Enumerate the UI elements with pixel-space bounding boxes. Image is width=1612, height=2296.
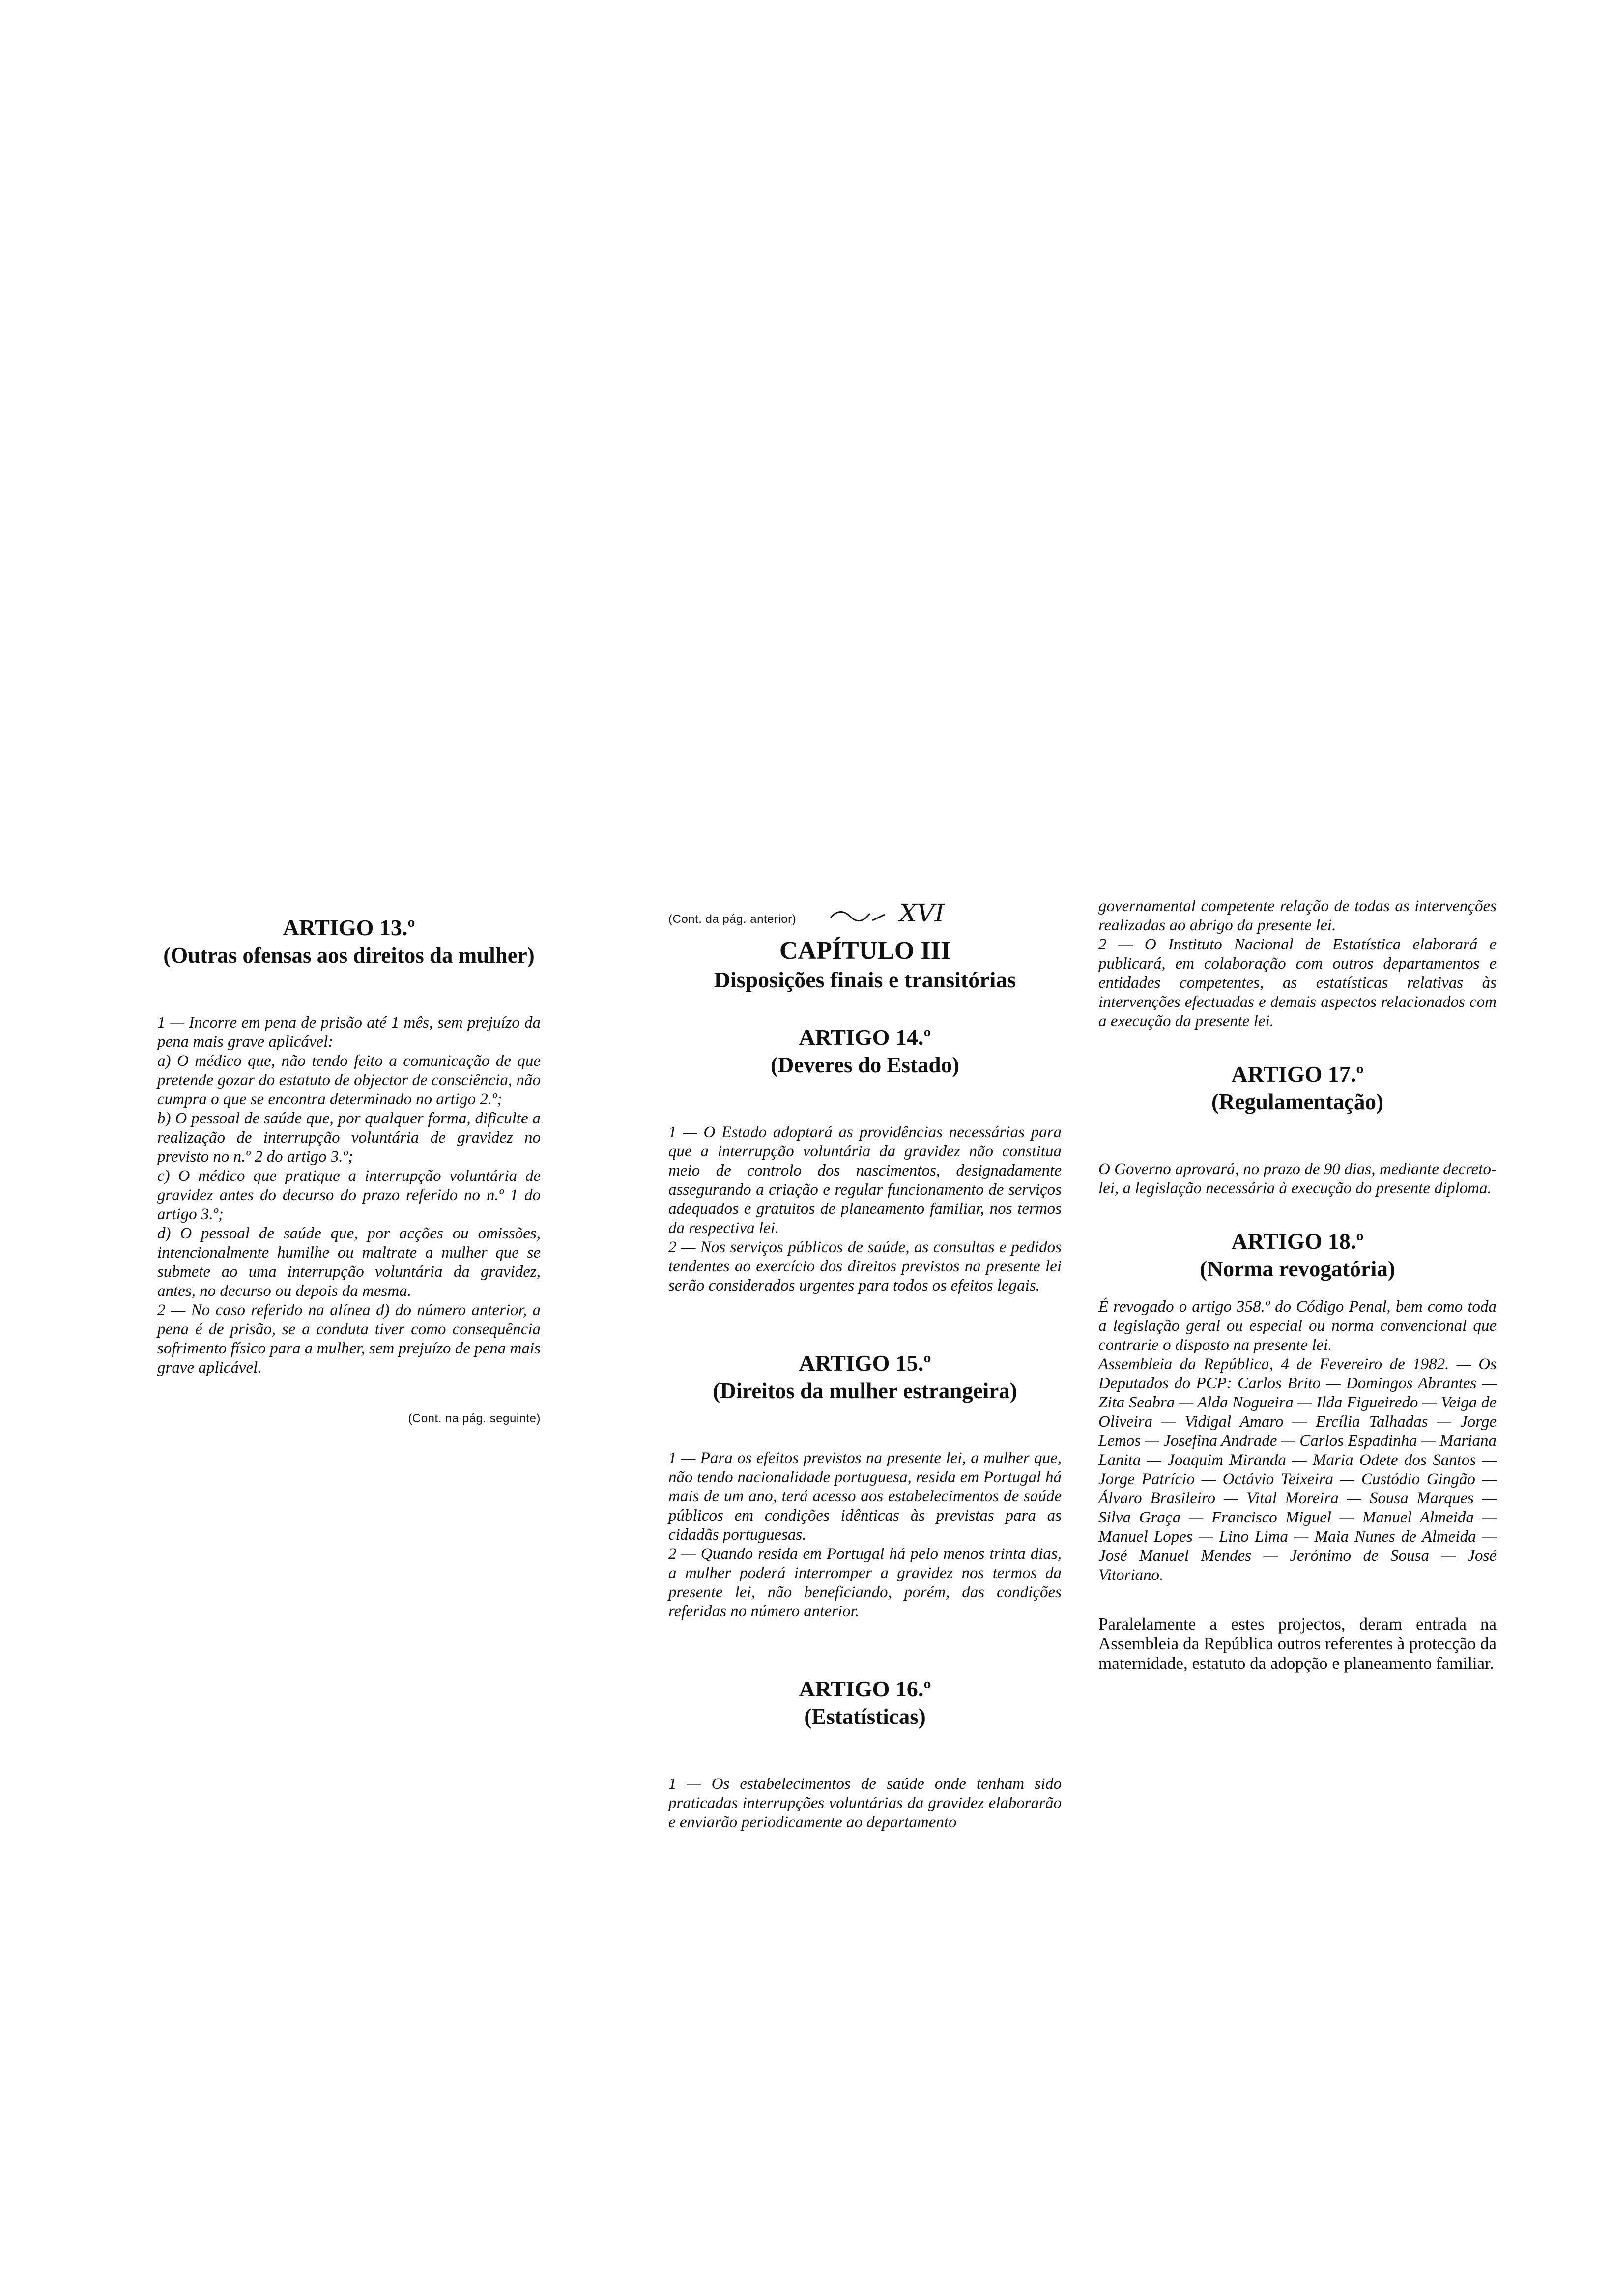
artigo-13-title: ARTIGO 13.º (283, 915, 415, 940)
artigo-14-subtitle: (Deveres do Estado) (770, 1053, 960, 1077)
column-middle (668, 897, 1062, 1832)
artigo-17-subtitle: (Regulamentação) (1211, 1090, 1383, 1114)
handwritten-mark (826, 897, 958, 926)
artigo-16-title: ARTIGO 16.º (799, 1676, 931, 1701)
artigo-15-subtitle: (Direitos da mulher estrangeira) (713, 1378, 1017, 1403)
artigo-14-title: ARTIGO 14.º (799, 1025, 931, 1050)
artigo-13-body: 1 — Incorre em pena de prisão até 1 mês, sem prejuízo da pena mais grave aplicável: a) O médico que, não tendo feito a comunicação de que pretende gozar do estatuto de objector de consciência, não cumpra o que se encontra determinado no artigo 2.º; b) O pessoal de saúde que, por qualquer forma, dificulte a realização de interrupção voluntária de gravidez no previsto no n.º 2 do artigo 3.º; c) O médico que pratique a interrupção voluntária de gravidez antes do decurso do prazo referido no n.º 1 do artigo 3.º; d) O pessoal de saúde que, por acções ou omissões, intencionalmente humilhe ou maltrate a mulher que se submete ao uma interrupção voluntária da gravidez, antes, no decurso ou depois da mesma. 2 — No caso referido na alínea d) do número anterior, a pena é de prisão, se a conduta tiver como consequência sofrimento físico para a mulher, sem prejuízo de pena mais grave aplicável. (157, 1014, 541, 1377)
artigo-14-body: 1 — O Estado adoptará as providências necessárias para que a interrupção voluntária da gravidez não constitua meio de controlo dos nascimentos, designadamente assegurando a criação e regular funcionamento de serviços adequados e gratuitos de planeamento familiar, nos termos da respectiva lei. 2 — Nos serviços públicos de saúde, as consultas e pedidos tendentes ao exercício dos direitos previstos na presente lei serão considerados urgentes para todos os efeitos legais. (668, 1123, 1062, 1294)
artigo-18-subtitle: (Norma revogatória) (1200, 1257, 1395, 1281)
capitulo-3-subtitle: Disposições finais e transitórias (714, 967, 1016, 992)
artigo-15-title: ARTIGO 15.º (799, 1350, 931, 1376)
capitulo-3-title: CAPÍTULO III (779, 937, 951, 965)
artigo-16-subtitle: (Estatísticas) (804, 1704, 926, 1729)
artigo-16-continued-body: governamental competente relação de todas as intervenções realizadas ao abrigo da presente lei. 2 — O Instituto Nacional de Estatística elaborará e publicará, em colaboração com outros departamentos e entidades competentes, as estatísticas relativas às intervenções efectuadas e demais aspectos relacionados com a execução da presente lei. (1098, 897, 1497, 1030)
artigo-13-subtitle: (Outras ofensas aos direitos da mulher) (163, 943, 535, 968)
continued-previous-page-note: (Cont. da pág. anterior) (668, 913, 797, 926)
closing-paragraph: Paralelamente a estes projectos, deram entrada na Assembleia da República outros referentes à protecção da maternidade, estatuto da adopção e planeamento familiar. (1098, 1614, 1497, 1673)
continued-next-page-note: (Cont. na pág. seguinte) (408, 1412, 541, 1425)
handwritten-mark-text: XVI (899, 899, 945, 926)
artigo-17-body: O Governo aprovará, no prazo de 90 dias, mediante decreto-lei, a legislação necessária à execução do presente diploma. (1098, 1160, 1497, 1197)
artigo-17-title: ARTIGO 17.º (1231, 1062, 1364, 1087)
column-left (157, 914, 541, 1426)
artigo-16-body: 1 — Os estabelecimentos de saúde onde tenham sido praticadas interrupções voluntárias da gravidez elaborarão e enviarão periodicamente ao departamento (668, 1775, 1062, 1831)
artigo-15-body: 1 — Para os efeitos previstos na presente lei, a mulher que, não tendo nacionalidade portuguesa, resida em Portugal há mais de um ano, terá acesso aos estabelecimentos de saúde públicos em condições idênticas às previstas para as cidadãs portuguesas. 2 — Quando resida em Portugal há pelo menos trinta dias, a mulher poderá interromper a gravidez nos termos da presente lei, não beneficiando, porém, das condições referidas no número anterior. (668, 1449, 1062, 1620)
artigo-18-title: ARTIGO 18.º (1231, 1229, 1364, 1254)
column-right (1098, 897, 1497, 1673)
artigo-18-body: É revogado o artigo 358.º do Código Penal, bem como toda a legislação geral ou especial ou norma convencional que contrarie o disposto na presente lei. Assembleia da República, 4 de Fevereiro de 1982. — Os Deputados do PCP: Carlos Brito — Domingos Abrantes — Zita Seabra — Alda Nogueira — Ilda Figueiredo — Veiga de Oliveira — Vidigal Amaro — Ercília Talhadas — Jorge Lemos — Josefina Andrade — Carlos Espadinha — Mariana Lanita — Joaquim Miranda — Maria Odete dos Santos — Jorge Patrício — Octávio Teixeira — Custódio Gingão — Álvaro Brasileiro — Vital Moreira — Sousa Marques — Silva Graça — Francisco Miguel — Manuel Almeida — Manuel Lopes — Lino Lima — Maia Nunes de Almeida — José Manuel Mendes — Jerónimo de Sousa — José Vitoriano. (1098, 1298, 1497, 1584)
